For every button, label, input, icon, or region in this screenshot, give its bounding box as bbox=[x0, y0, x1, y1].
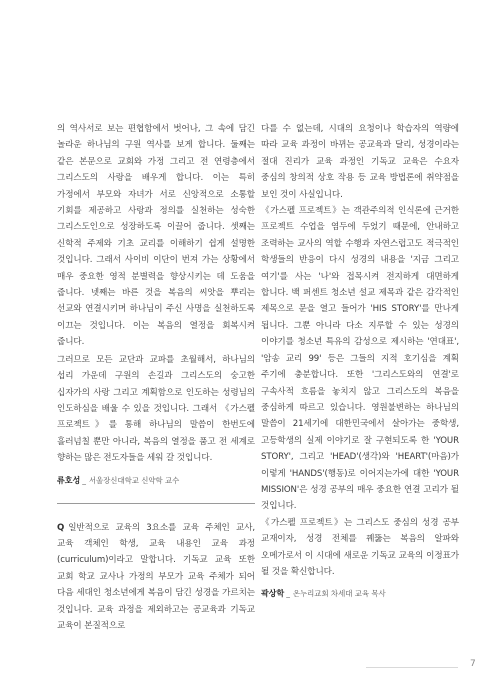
body-paragraph bbox=[57, 520, 255, 635]
body-paragraph: 그러므로 모든 교단과 교파를 초월해서, 하나님의 섭리 가운데 구원의 손길과 그리스도의 숭고한 십자가의 사랑 그리고 계획함으로 인도하는 성령님의 인도하심을 배울 수 있을 것입니다. 그래서 《가스펠 프로젝트》를 통해 하나님의 말씀이 한번도에 흘러넘칠 뿐만 아니라, 복음의 열정을 품고 전 세계로 향하는 많은 전도자들을 세워 갈 것입니다. bbox=[57, 354, 255, 464]
paragraph-text: 일반적으로 교육의 3요소를 교육 주체인 교사, 교육 객체인 학생, 교육 내용인 교육 과정(curriculum)이라고 말합니다. 기독교 교육 또한 교회 학교 교사나 가정의 부모가 교육 주체가 되어 다음 세대인 청소년에게 복음이 담긴 성경을 가르치는 것입니다. 교육 과정을 제외하고는 공교육과 기독교 교육이 본질적으로 bbox=[57, 522, 255, 631]
body-paragraph: 《가스펠 프로젝트》는 그리스도 중심의 성경 공부 교재이자, 성경 전체를 꿰뚫는 복음의 알파와 오메가로서 이 시대에 새로운 기독교 교육의 이정표가 될 것을 확신합니다. bbox=[261, 517, 459, 577]
body-paragraph: 《가스펠 프로젝트》는 객관주의적 인식론에 근거한 프로젝트 수업을 염두에 두었기 때문에, 안내하고 조력하는 교사의 역할 수행과 자연스럽고도 적극적인 학생들의 반응이 다시 성경의 내용을 '지금 그리고 여기'를 사는 '나'와 접목시켜 전지하게 대면하게 합니다. 백 퍼센트 청소년 설교 제목과 같은 감각적인 제목으로 문을 열고 들어가 'HIS STORY'를 만나게 됩니다. 그뿐 아니라 다소 지루할 수 있는 성경의 이야기를 청소년 특유의 감성으로 제시하는 '연대표', '암송 교리 99' 등은 그들의 지적 호기심을 계획 주기에 충분합니다. 또한 '그리스도와의 연결'로 구속사적 흐름을 놓치지 않고 그리스도의 복음을 중심하게 따르고 있습니다. 영원불변하는 하나님의 말씀이 21세기에 대한민국에서 살아가는 중학생, 고등학생의 실제 이야기로 잘 구현되도록 한 'YOUR STORY', 그리고 'HEAD'(생각)와 'HEART'(마음)가 이렇게 'HANDS'(행동)로 이어지는가에 대한 'YOUR MISSION'은 성경 공부의 매우 중요한 연결 고리가 될 것입니다. bbox=[261, 206, 459, 512]
section-divider bbox=[57, 503, 255, 504]
author-signature bbox=[261, 588, 459, 600]
right-column bbox=[261, 121, 459, 600]
quote-mark-icon: Q bbox=[57, 522, 65, 533]
left-column bbox=[57, 121, 255, 634]
author-affiliation: 서울장신대학교 신약학 교수 bbox=[88, 475, 180, 485]
signature-separator: _ bbox=[286, 589, 290, 599]
author-signature bbox=[57, 475, 255, 487]
author-name: 류호성 bbox=[57, 475, 81, 485]
body-paragraph: 다를 수 없는데, 시대의 요청이나 학습자의 역량에 따라 교육 과정이 바뀌는 공교육과 달리, 성경이라는 절대 진리가 교육 과정인 기독교 교육은 수요자 중심의 창의적 상호 작용 등 교육 방법론에 취약점을 보인 것이 사실입니다. bbox=[261, 124, 459, 200]
author-name: 곽상학 bbox=[261, 589, 285, 599]
body-paragraph: 의 역사서로 보는 편협함에서 벗어나, 그 속에 담긴 놀라운 하나님의 구원 역사를 보게 합니다. 둘째는 같은 본문으로 교회와 가정 그리고 전 연령층에서 그리스도의 사랑을 배우게 합니다. 이는 특히 가정에서 부모와 자녀가 서로 신앙적으로 소통할 기회를 제공하고 사랑과 정의를 실천하는 성숙한 그리스도인으로 성장하도록 이끌어 줍니다. 셋째는 신학적 주제와 기초 교리를 이해하기 쉽게 설명한 것입니다. 그래서 사이비 이단이 번져 가는 상황에서 매우 중요한 영적 분별력을 향상시키는 데 도움을 줍니다. 넷째는 바른 것을 복음의 씨앗을 뿌리는 선교와 연결시키며 하나님이 주신 사명을 실천하도록 이끄는 것입니다. 이는 복음의 열정을 회복시켜 줍니다. bbox=[57, 124, 255, 348]
page-number: 7 bbox=[470, 659, 476, 669]
footer-divider bbox=[366, 667, 458, 668]
signature-separator: _ bbox=[82, 475, 86, 485]
author-affiliation: 온누리교회 차세대 교육 목사 bbox=[292, 589, 386, 599]
